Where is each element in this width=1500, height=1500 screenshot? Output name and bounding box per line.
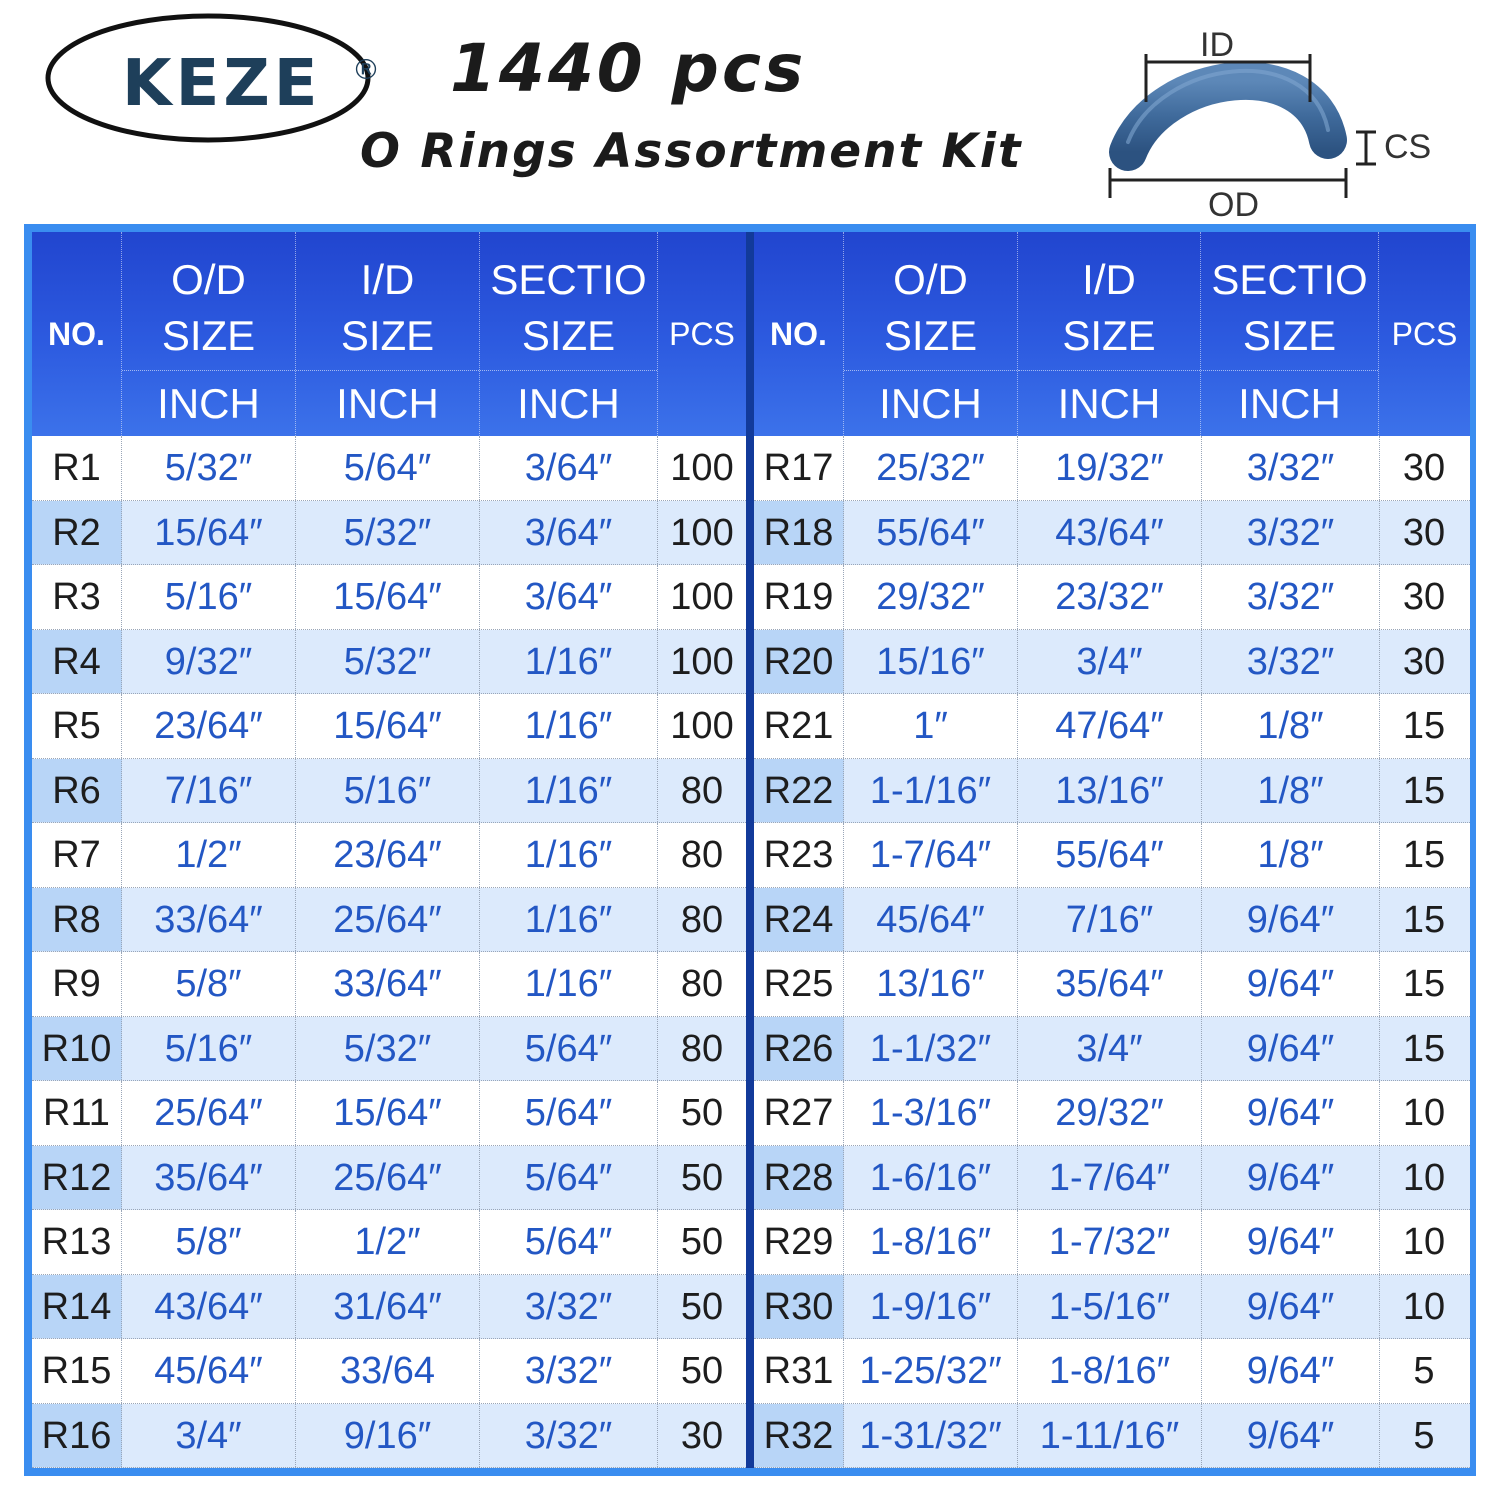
cell-no: R24	[754, 888, 844, 952]
cell-no: R13	[32, 1210, 122, 1274]
cell-section: 9/64″	[1202, 1404, 1380, 1468]
cell-od: 45/64″	[844, 888, 1018, 952]
cell-od: 1/2″	[122, 823, 296, 887]
table-row	[754, 1210, 1470, 1275]
cell-od: 5/8″	[122, 952, 296, 1016]
cell-no: R16	[32, 1404, 122, 1468]
table-row	[32, 1146, 746, 1211]
cell-pcs: 30	[680, 1414, 724, 1457]
cell-pcs: 15	[1402, 769, 1446, 812]
cell-pcs: 100	[670, 447, 734, 489]
cell-pcs: 15	[1402, 898, 1446, 941]
cell-id: 5/64″	[296, 436, 480, 500]
header-id-unit: INCH	[296, 370, 479, 437]
header-id-unit: INCH	[1018, 370, 1200, 437]
table-row	[32, 565, 746, 630]
cell-pcs: 30	[1402, 576, 1446, 618]
table-row	[754, 1081, 1470, 1146]
cell-no: R6	[32, 759, 122, 823]
cell-od: 1-8/16″	[844, 1210, 1018, 1274]
cell-od: 1-3/16″	[844, 1081, 1018, 1145]
cell-od: 13/16″	[844, 952, 1018, 1016]
cell-pcs: 15	[1402, 705, 1446, 747]
cell-section: 3/64″	[480, 565, 658, 629]
table-row	[32, 1210, 746, 1275]
cell-section: 9/64″	[1202, 1275, 1380, 1339]
cell-od: 5/16″	[122, 1017, 296, 1081]
table-row	[32, 630, 746, 695]
cell-id: 1-8/16″	[1018, 1339, 1202, 1403]
cell-section: 1/16″	[480, 630, 658, 694]
table-row	[754, 1339, 1470, 1404]
cell-section: 5/64″	[480, 1017, 658, 1081]
cell-section: 1/16″	[480, 952, 658, 1016]
cell-pcs: 50	[680, 1092, 724, 1134]
cell-od: 1-31/32″	[844, 1404, 1018, 1468]
cell-section: 9/64″	[1202, 888, 1380, 952]
cell-section: 1/16″	[480, 694, 658, 758]
cell-section: 3/32″	[1202, 630, 1380, 694]
header-no: NO.	[770, 316, 827, 352]
cell-pcs: 10	[1402, 1285, 1446, 1328]
header-section: SECTIO SIZE	[490, 256, 647, 359]
table-row	[32, 759, 746, 824]
cell-id: 15/64″	[296, 565, 480, 629]
cell-id: 1-7/64″	[1018, 1146, 1202, 1210]
cell-id: 23/64″	[296, 823, 480, 887]
cell-section: 1/8″	[1202, 694, 1380, 758]
table-body-left	[32, 436, 746, 1468]
cell-section: 5/64″	[480, 1081, 658, 1145]
cell-no: R2	[32, 501, 122, 565]
header-od: O/D SIZE	[883, 256, 978, 359]
table-row	[754, 952, 1470, 1017]
header-pcs: PCS	[1391, 316, 1458, 352]
cell-no: R28	[754, 1146, 844, 1210]
cell-no: R30	[754, 1275, 844, 1339]
brand-name: KEZE	[122, 47, 322, 121]
header-section: SECTIO SIZE	[1211, 256, 1368, 359]
cell-section: 1/16″	[480, 888, 658, 952]
cell-id: 33/64″	[296, 952, 480, 1016]
cell-od: 1-6/16″	[844, 1146, 1018, 1210]
cs-dimension-label: CS	[1384, 128, 1432, 166]
cell-no: R8	[32, 888, 122, 952]
cell-id: 9/16″	[296, 1404, 480, 1468]
header-od-unit: INCH	[844, 370, 1017, 437]
cell-id: 1-7/32″	[1018, 1210, 1202, 1274]
cell-no: R31	[754, 1339, 844, 1403]
cell-pcs: 100	[670, 576, 734, 618]
kit-quantity-title: 1440 pcs	[450, 30, 807, 107]
cell-pcs: 10	[1402, 1221, 1446, 1263]
cell-pcs: 80	[680, 963, 724, 1005]
cell-od: 1″	[844, 694, 1018, 758]
cell-id: 55/64″	[1018, 823, 1202, 887]
header-section-unit: INCH	[480, 370, 657, 437]
cell-id: 25/64″	[296, 888, 480, 952]
table-row	[754, 823, 1470, 888]
table-row	[32, 1017, 746, 1082]
size-table-left	[32, 232, 746, 1468]
table-row	[754, 436, 1470, 501]
cell-id: 29/32″	[1018, 1081, 1202, 1145]
cell-section: 5/64″	[480, 1146, 658, 1210]
cell-section: 3/64″	[480, 436, 658, 500]
table-row	[754, 1404, 1470, 1469]
cell-no: R7	[32, 823, 122, 887]
table-row	[754, 888, 1470, 953]
cell-no: R5	[32, 694, 122, 758]
kit-name-title: O Rings Assortment Kit	[360, 124, 1023, 179]
cell-pcs: 30	[1402, 640, 1446, 683]
cell-section: 5/64″	[480, 1210, 658, 1274]
cell-id: 5/32″	[296, 1017, 480, 1081]
cell-no: R20	[754, 630, 844, 694]
cell-pcs: 80	[680, 898, 724, 941]
cell-no: R18	[754, 501, 844, 565]
cell-section: 9/64″	[1202, 1017, 1380, 1081]
header-id: I/D SIZE	[340, 256, 435, 359]
cell-no: R21	[754, 694, 844, 758]
cell-od: 45/64″	[122, 1339, 296, 1403]
cell-od: 5/8″	[122, 1210, 296, 1274]
cell-pcs: 15	[1402, 963, 1446, 1005]
cell-pcs: 100	[670, 511, 734, 554]
registered-mark: ®	[352, 53, 380, 86]
cell-id: 13/16″	[1018, 759, 1202, 823]
table-row	[32, 823, 746, 888]
cell-id: 43/64″	[1018, 501, 1202, 565]
table-row	[32, 952, 746, 1017]
cell-pcs: 50	[680, 1156, 724, 1199]
cell-od: 43/64″	[122, 1275, 296, 1339]
cell-no: R1	[32, 436, 122, 500]
header-no: NO.	[48, 316, 105, 352]
table-row	[754, 501, 1470, 566]
cell-pcs: 80	[680, 1027, 724, 1070]
cell-no: R4	[32, 630, 122, 694]
cell-id: 23/32″	[1018, 565, 1202, 629]
cell-od: 9/32″	[122, 630, 296, 694]
cell-id: 31/64″	[296, 1275, 480, 1339]
cell-id: 5/32″	[296, 630, 480, 694]
cell-id: 3/4″	[1018, 630, 1202, 694]
cell-pcs: 50	[680, 1221, 724, 1263]
cell-od: 25/64″	[122, 1081, 296, 1145]
cell-no: R14	[32, 1275, 122, 1339]
table-row	[32, 501, 746, 566]
cell-od: 5/16″	[122, 565, 296, 629]
cell-no: R23	[754, 823, 844, 887]
table-row	[754, 759, 1470, 824]
cell-no: R12	[32, 1146, 122, 1210]
cell-id: 19/32″	[1018, 436, 1202, 500]
cell-no: R15	[32, 1339, 122, 1403]
cell-section: 9/64″	[1202, 1081, 1380, 1145]
table-divider	[746, 232, 754, 1468]
cell-id: 3/4″	[1018, 1017, 1202, 1081]
brand-logo	[44, 12, 380, 144]
cell-section: 9/64″	[1202, 1339, 1380, 1403]
cell-section: 3/32″	[1202, 501, 1380, 565]
table-header	[32, 232, 746, 436]
cell-od: 23/64″	[122, 694, 296, 758]
cell-section: 3/64″	[480, 501, 658, 565]
cell-pcs: 30	[1402, 447, 1446, 489]
cell-od: 1-25/32″	[844, 1339, 1018, 1403]
size-table-right	[754, 232, 1470, 1468]
cell-od: 5/32″	[122, 436, 296, 500]
table-row	[32, 436, 746, 501]
cell-section: 9/64″	[1202, 1210, 1380, 1274]
cell-pcs: 80	[680, 834, 724, 876]
cell-id: 25/64″	[296, 1146, 480, 1210]
table-row	[754, 694, 1470, 759]
cell-pcs: 80	[680, 769, 724, 812]
cell-id: 1/2″	[296, 1210, 480, 1274]
table-row	[754, 1146, 1470, 1211]
cell-no: R3	[32, 565, 122, 629]
cell-pcs: 15	[1402, 834, 1446, 876]
header-pcs: PCS	[669, 316, 735, 352]
cell-id: 1-11/16″	[1018, 1404, 1202, 1468]
cell-pcs: 50	[680, 1350, 724, 1392]
cell-od: 29/32″	[844, 565, 1018, 629]
cell-pcs: 10	[1402, 1156, 1446, 1199]
table-row	[754, 1275, 1470, 1340]
cell-od: 35/64″	[122, 1146, 296, 1210]
table-row	[32, 694, 746, 759]
cell-od: 1-1/32″	[844, 1017, 1018, 1081]
cell-pcs: 15	[1402, 1027, 1446, 1070]
cell-pcs: 5	[1413, 1414, 1435, 1457]
cell-od: 33/64″	[122, 888, 296, 952]
cell-od: 1-7/64″	[844, 823, 1018, 887]
header-section-unit: INCH	[1201, 370, 1378, 437]
cell-no: R11	[32, 1081, 122, 1145]
cell-id: 35/64″	[1018, 952, 1202, 1016]
cell-section: 3/32″	[1202, 565, 1380, 629]
table-header	[754, 232, 1470, 436]
od-dimension-label: OD	[1208, 186, 1259, 224]
table-row	[32, 1081, 746, 1146]
cell-no: R10	[32, 1017, 122, 1081]
cell-pcs: 30	[1402, 511, 1446, 554]
cell-no: R26	[754, 1017, 844, 1081]
cell-id: 5/16″	[296, 759, 480, 823]
table-row	[754, 630, 1470, 695]
cell-id: 5/32″	[296, 501, 480, 565]
o-ring-dimension-diagram	[1100, 20, 1460, 225]
cell-pcs: 5	[1413, 1350, 1435, 1392]
table-body-right	[754, 436, 1470, 1468]
cell-section: 3/32″	[480, 1275, 658, 1339]
cell-od: 15/64″	[122, 501, 296, 565]
header-od: O/D SIZE	[161, 256, 256, 359]
cell-no: R32	[754, 1404, 844, 1468]
cell-od: 3/4″	[122, 1404, 296, 1468]
cell-no: R25	[754, 952, 844, 1016]
cell-pcs: 10	[1402, 1092, 1446, 1134]
cell-pcs: 100	[670, 640, 734, 683]
table-row	[32, 1275, 746, 1340]
id-dimension-label: ID	[1200, 26, 1234, 64]
table-row	[754, 1017, 1470, 1082]
cell-section: 3/32″	[480, 1339, 658, 1403]
cell-no: R29	[754, 1210, 844, 1274]
cell-no: R19	[754, 565, 844, 629]
cell-section: 1/8″	[1202, 823, 1380, 887]
cell-section: 1/16″	[480, 759, 658, 823]
cell-section: 1/16″	[480, 823, 658, 887]
cell-id: 15/64″	[296, 1081, 480, 1145]
table-row	[32, 1404, 746, 1469]
cell-section: 9/64″	[1202, 952, 1380, 1016]
header-od-unit: INCH	[122, 370, 295, 437]
o-ring-icon	[1100, 20, 1460, 225]
cell-no: R9	[32, 952, 122, 1016]
cell-no: R27	[754, 1081, 844, 1145]
cell-od: 7/16″	[122, 759, 296, 823]
cell-no: R22	[754, 759, 844, 823]
cell-id: 47/64″	[1018, 694, 1202, 758]
cell-id: 15/64″	[296, 694, 480, 758]
cell-od: 15/16″	[844, 630, 1018, 694]
cell-id: 33/64	[296, 1339, 480, 1403]
cell-section: 9/64″	[1202, 1146, 1380, 1210]
cell-section: 1/8″	[1202, 759, 1380, 823]
cell-id: 1-5/16″	[1018, 1275, 1202, 1339]
cell-od: 1-9/16″	[844, 1275, 1018, 1339]
cell-od: 1-1/16″	[844, 759, 1018, 823]
table-row	[32, 1339, 746, 1404]
cell-od: 25/32″	[844, 436, 1018, 500]
cell-no: R17	[754, 436, 844, 500]
cell-pcs: 100	[670, 705, 734, 747]
table-row	[32, 888, 746, 953]
header-id: I/D SIZE	[1062, 256, 1156, 359]
cell-od: 55/64″	[844, 501, 1018, 565]
cell-section: 3/32″	[480, 1404, 658, 1468]
table-row	[754, 565, 1470, 630]
cell-section: 3/32″	[1202, 436, 1380, 500]
cell-id: 7/16″	[1018, 888, 1202, 952]
cell-pcs: 50	[680, 1285, 724, 1328]
